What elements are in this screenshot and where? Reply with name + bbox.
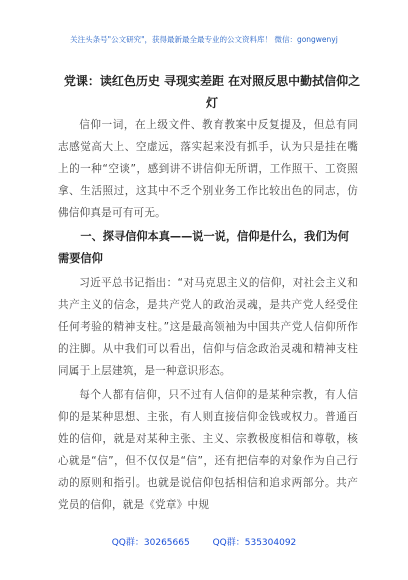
section-heading: 一、探寻信仰本真——说一说，信仰是什么，我们为何需要信仰 bbox=[58, 230, 349, 265]
intro-paragraph: 信仰一词，在上级文件、教育教案中反复提及，但总有同志感觉高大上、空虚远，落实起来没有抓手，认为只是挂在嘴上的一种“空谈”，感到讲不讲信仰无所谓，工作照干、工资照拿、生活照过，这其中不乏个别业务工作比较出色的同志，仿佛信仰真是可有可无。 bbox=[58, 119, 358, 219]
footer-qq-group-2: QQ群：535304092 bbox=[212, 538, 297, 548]
footer-qq-group-1: QQ群：30265665 bbox=[111, 538, 190, 548]
document-title: 党课：读红色历史 寻现实差距 在对照反思中勤拭信仰之灯 bbox=[63, 74, 361, 110]
section-paragraph-1: 习近平总书记指出：“对马克思主义的信仰，对社会主义和共产主义的信念，是共产党人的政治灵魂，是共产党人经受住任何考验的精神支柱。”这是最高领袖为中国共产党人信仰所作的注脚。从中我们可以看出，信仰与信念政治灵魂和精神支柱同属于上层建筑，是一种意识形态。 bbox=[58, 277, 358, 377]
section-paragraph-2: 每个人都有信仰，只不过有人信仰的是某种宗教，有人信仰的是某种思想、主张，有人则直接信仰金钱或权力。普通百姓的信仰，就是对某种主张、主义、宗教极度相信和尊敬，核心就是“信”，但不仅仅是“信”，还有把信奉的对象作为自己行动的原则和指引。也就是说信仰包括相信和追求两部分。共产党员的信仰，就是《党章》中规 bbox=[58, 389, 358, 511]
header-note: 关注头条号"公文研究"，获得最新最全最专业的公文资料库！ 微信：gongwenyj bbox=[70, 35, 338, 44]
footer bbox=[0, 535, 408, 548]
